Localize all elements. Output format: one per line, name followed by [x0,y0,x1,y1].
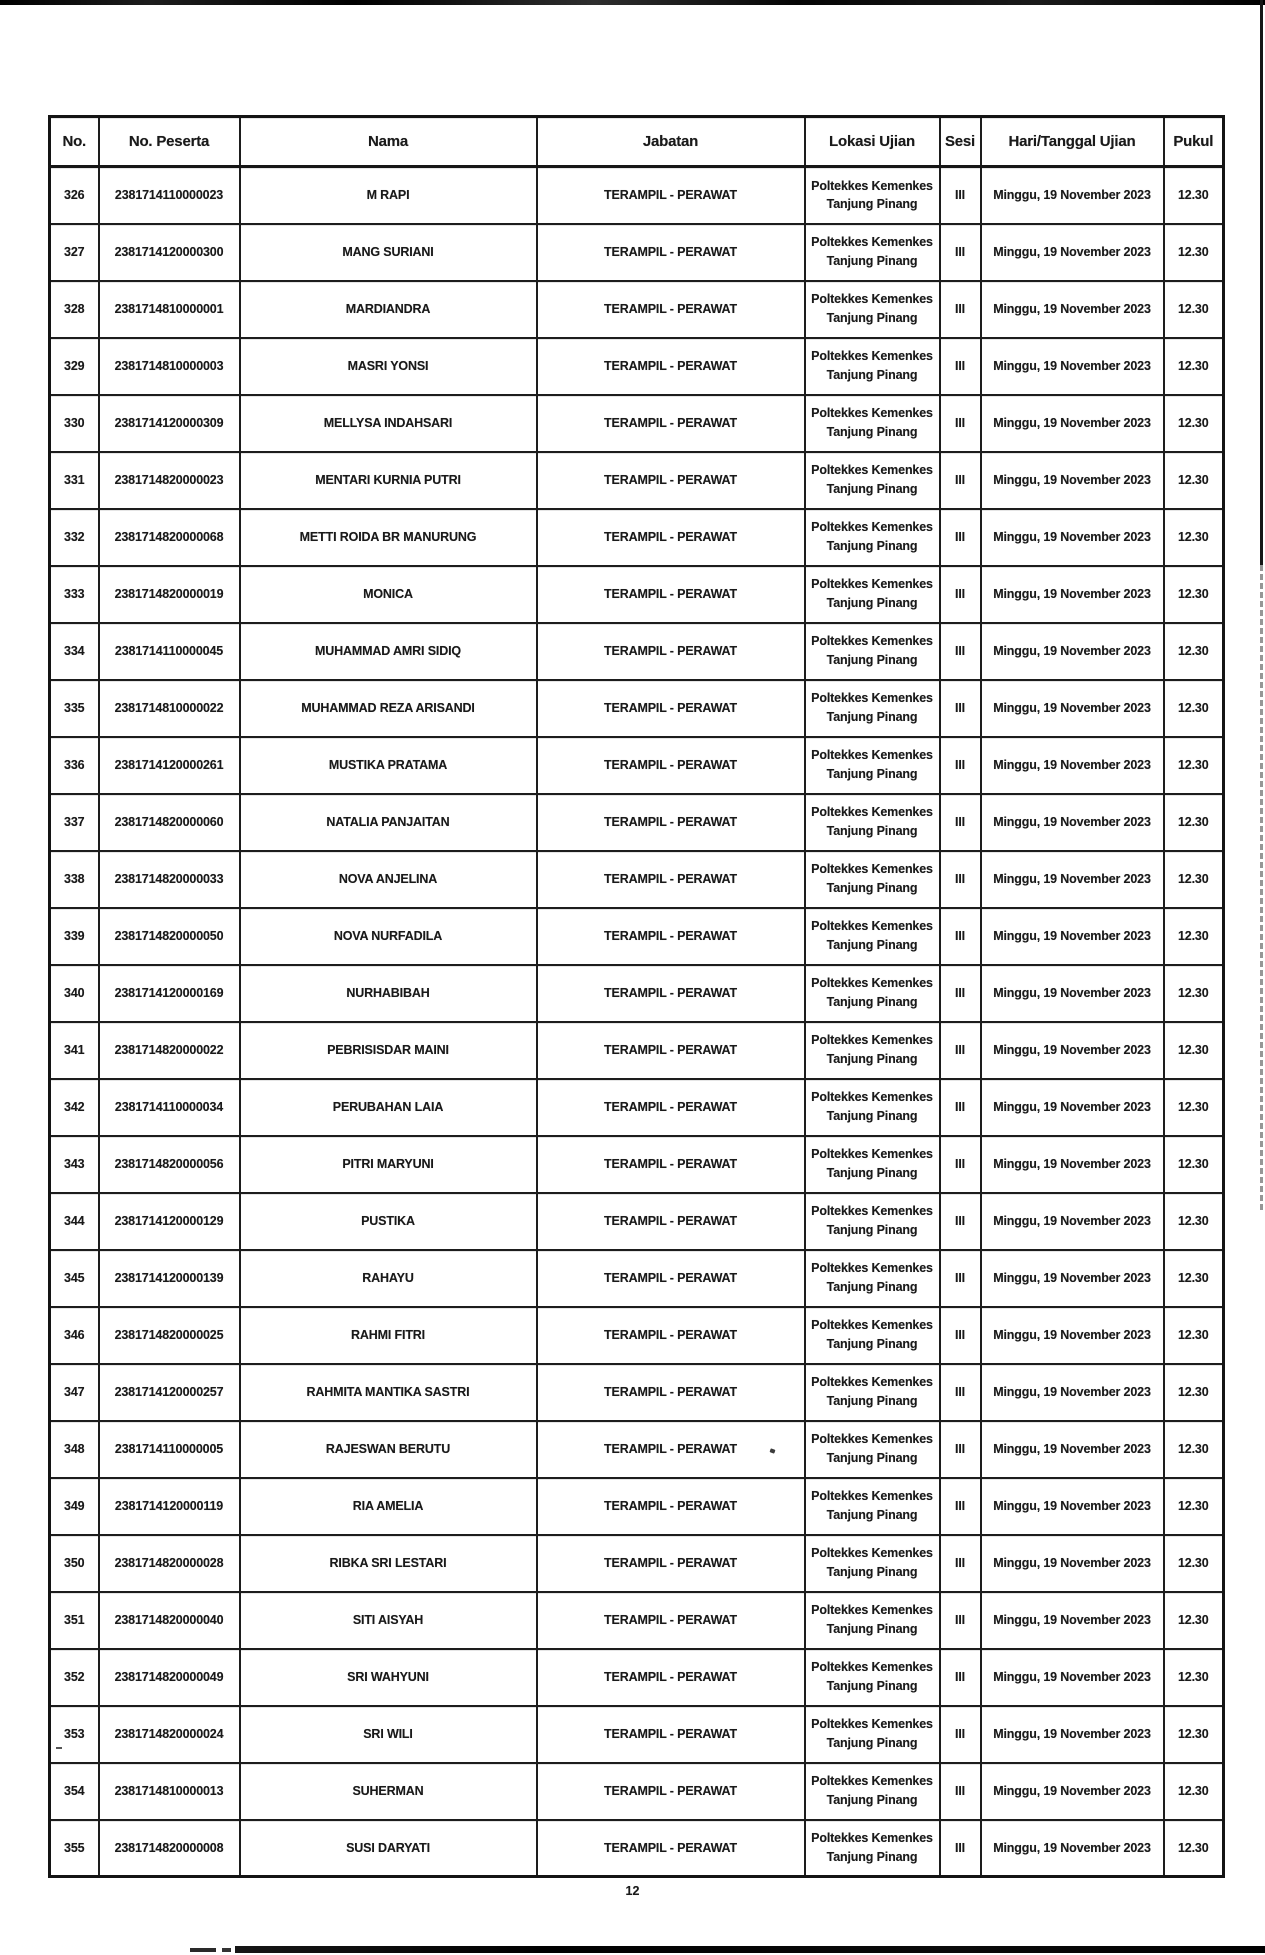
cell-no: 326 [50,167,99,224]
cell-pukul: 12.30 [1164,1022,1224,1079]
scan-artifact-right-edge-dashes [1260,565,1263,1210]
cell-no-peserta: 2381714820000060 [99,794,240,851]
cell-jabatan: TERAMPIL - PERAWAT [537,1079,805,1136]
cell-jabatan: TERAMPIL - PERAWAT [537,281,805,338]
scan-artifact-bottom-dash [222,1948,231,1952]
cell-pukul: 12.30 [1164,1364,1224,1421]
cell-nama: RAHMITA MANTIKA SASTRI [240,1364,537,1421]
cell-jabatan: TERAMPIL - PERAWAT [537,452,805,509]
cell-no-peserta: 2381714110000034 [99,1079,240,1136]
cell-nama: MONICA [240,566,537,623]
cell-lokasi-ujian: Poltekkes Kemenkes Tanjung Pinang [805,224,940,281]
cell-sesi: III [940,566,981,623]
cell-sesi: III [940,452,981,509]
cell-lokasi-ujian: Poltekkes Kemenkes Tanjung Pinang [805,566,940,623]
table-row [50,1250,1224,1307]
cell-hari-tanggal-ujian: Minggu, 19 November 2023 [981,1250,1164,1307]
cell-hari-tanggal-ujian: Minggu, 19 November 2023 [981,224,1164,281]
table-row [50,623,1224,680]
cell-nama: PITRI MARYUNI [240,1136,537,1193]
cell-hari-tanggal-ujian: Minggu, 19 November 2023 [981,1649,1164,1706]
header-pukul: Pukul [1164,117,1224,167]
cell-no-peserta: 2381714120000169 [99,965,240,1022]
cell-jabatan: TERAMPIL - PERAWAT [537,1592,805,1649]
cell-hari-tanggal-ujian: Minggu, 19 November 2023 [981,737,1164,794]
cell-sesi: III [940,623,981,680]
cell-lokasi-ujian: Poltekkes Kemenkes Tanjung Pinang [805,965,940,1022]
cell-sesi: III [940,680,981,737]
cell-lokasi-ujian: Poltekkes Kemenkes Tanjung Pinang [805,1136,940,1193]
cell-sesi: III [940,1478,981,1535]
cell-hari-tanggal-ujian: Minggu, 19 November 2023 [981,1535,1164,1592]
cell-hari-tanggal-ujian: Minggu, 19 November 2023 [981,1478,1164,1535]
cell-hari-tanggal-ujian: Minggu, 19 November 2023 [981,1820,1164,1877]
cell-pukul: 12.30 [1164,509,1224,566]
header-no-peserta: No. Peserta [99,117,240,167]
cell-no: 353 [50,1706,99,1763]
cell-sesi: III [940,1022,981,1079]
cell-lokasi-ujian: Poltekkes Kemenkes Tanjung Pinang [805,1820,940,1877]
table-row [50,851,1224,908]
cell-no: 329 [50,338,99,395]
cell-jabatan: TERAMPIL - PERAWAT [537,1193,805,1250]
cell-jabatan: TERAMPIL - PERAWAT [537,737,805,794]
cell-no: 339 [50,908,99,965]
cell-sesi: III [940,1649,981,1706]
table-row [50,167,1224,224]
cell-nama: MANG SURIANI [240,224,537,281]
cell-lokasi-ujian: Poltekkes Kemenkes Tanjung Pinang [805,452,940,509]
cell-no-peserta: 2381714820000040 [99,1592,240,1649]
cell-no-peserta: 2381714110000023 [99,167,240,224]
cell-lokasi-ujian: Poltekkes Kemenkes Tanjung Pinang [805,1193,940,1250]
cell-jabatan: TERAMPIL - PERAWAT [537,395,805,452]
cell-no-peserta: 2381714820000008 [99,1820,240,1877]
cell-lokasi-ujian: Poltekkes Kemenkes Tanjung Pinang [805,680,940,737]
cell-hari-tanggal-ujian: Minggu, 19 November 2023 [981,509,1164,566]
cell-lokasi-ujian: Poltekkes Kemenkes Tanjung Pinang [805,1649,940,1706]
cell-lokasi-ujian: Poltekkes Kemenkes Tanjung Pinang [805,1763,940,1820]
cell-jabatan: TERAMPIL - PERAWAT [537,509,805,566]
cell-jabatan: TERAMPIL - PERAWAT [537,1763,805,1820]
cell-lokasi-ujian: Poltekkes Kemenkes Tanjung Pinang [805,851,940,908]
cell-pukul: 12.30 [1164,1592,1224,1649]
cell-no: 334 [50,623,99,680]
cell-hari-tanggal-ujian: Minggu, 19 November 2023 [981,1763,1164,1820]
table-row [50,1763,1224,1820]
cell-nama: M RAPI [240,167,537,224]
header-jabatan: Jabatan [537,117,805,167]
cell-nama: NATALIA PANJAITAN [240,794,537,851]
header-sesi: Sesi [940,117,981,167]
cell-nama: SRI WAHYUNI [240,1649,537,1706]
cell-no-peserta: 2381714820000056 [99,1136,240,1193]
cell-jabatan: TERAMPIL - PERAWAT [537,1820,805,1877]
cell-no-peserta: 2381714820000068 [99,509,240,566]
cell-pukul: 12.30 [1164,1136,1224,1193]
cell-no: 341 [50,1022,99,1079]
cell-lokasi-ujian: Poltekkes Kemenkes Tanjung Pinang [805,623,940,680]
cell-sesi: III [940,395,981,452]
cell-no: 346 [50,1307,99,1364]
cell-nama: SUSI DARYATI [240,1820,537,1877]
cell-sesi: III [940,1535,981,1592]
cell-lokasi-ujian: Poltekkes Kemenkes Tanjung Pinang [805,737,940,794]
cell-pukul: 12.30 [1164,1478,1224,1535]
cell-sesi: III [940,1706,981,1763]
cell-pukul: 12.30 [1164,281,1224,338]
cell-jabatan: TERAMPIL - PERAWAT [537,1535,805,1592]
cell-nama: METTI ROIDA BR MANURUNG [240,509,537,566]
cell-no: 343 [50,1136,99,1193]
cell-lokasi-ujian: Poltekkes Kemenkes Tanjung Pinang [805,1364,940,1421]
cell-hari-tanggal-ujian: Minggu, 19 November 2023 [981,1364,1164,1421]
cell-no-peserta: 2381714120000119 [99,1478,240,1535]
cell-hari-tanggal-ujian: Minggu, 19 November 2023 [981,623,1164,680]
cell-nama: MUHAMMAD REZA ARISANDI [240,680,537,737]
cell-lokasi-ujian: Poltekkes Kemenkes Tanjung Pinang [805,794,940,851]
cell-no-peserta: 2381714820000050 [99,908,240,965]
header-lokasi-ujian: Lokasi Ujian [805,117,940,167]
cell-nama: NOVA ANJELINA [240,851,537,908]
cell-lokasi-ujian: Poltekkes Kemenkes Tanjung Pinang [805,1706,940,1763]
header-nama: Nama [240,117,537,167]
table-row [50,1649,1224,1706]
cell-jabatan: TERAMPIL - PERAWAT [537,1421,805,1478]
cell-lokasi-ujian: Poltekkes Kemenkes Tanjung Pinang [805,281,940,338]
cell-sesi: III [940,338,981,395]
cell-no-peserta: 2381714820000033 [99,851,240,908]
cell-jabatan: TERAMPIL - PERAWAT [537,851,805,908]
cell-jabatan: TERAMPIL - PERAWAT [537,794,805,851]
cell-jabatan: TERAMPIL - PERAWAT [537,338,805,395]
cell-hari-tanggal-ujian: Minggu, 19 November 2023 [981,338,1164,395]
cell-lokasi-ujian: Poltekkes Kemenkes Tanjung Pinang [805,908,940,965]
table-header-row [50,117,1224,167]
cell-pukul: 12.30 [1164,1079,1224,1136]
table-row [50,1193,1224,1250]
cell-no: 350 [50,1535,99,1592]
cell-no: 340 [50,965,99,1022]
cell-nama: PUSTIKA [240,1193,537,1250]
header-no: No. [50,117,99,167]
cell-sesi: III [940,1079,981,1136]
cell-sesi: III [940,908,981,965]
table-row [50,1022,1224,1079]
page-number: 12 [625,1884,640,1898]
cell-no-peserta: 2381714810000013 [99,1763,240,1820]
cell-pukul: 12.30 [1164,680,1224,737]
cell-nama: RAHAYU [240,1250,537,1307]
cell-hari-tanggal-ujian: Minggu, 19 November 2023 [981,851,1164,908]
cell-sesi: III [940,794,981,851]
cell-no: 351 [50,1592,99,1649]
table-row [50,452,1224,509]
cell-jabatan: TERAMPIL - PERAWAT [537,908,805,965]
cell-pukul: 12.30 [1164,1820,1224,1877]
cell-no: 337 [50,794,99,851]
cell-no: 336 [50,737,99,794]
cell-no-peserta: 2381714120000139 [99,1250,240,1307]
cell-sesi: III [940,1307,981,1364]
cell-no: 333 [50,566,99,623]
cell-sesi: III [940,224,981,281]
cell-hari-tanggal-ujian: Minggu, 19 November 2023 [981,965,1164,1022]
cell-pukul: 12.30 [1164,1307,1224,1364]
table-row [50,338,1224,395]
cell-lokasi-ujian: Poltekkes Kemenkes Tanjung Pinang [805,1079,940,1136]
cell-no: 352 [50,1649,99,1706]
scan-artifact-bottom-dash [190,1948,216,1952]
cell-no: 338 [50,851,99,908]
exam-schedule-table [48,115,1225,1878]
cell-nama: NURHABIBAH [240,965,537,1022]
table-row [50,1079,1224,1136]
cell-no-peserta: 2381714820000019 [99,566,240,623]
cell-lokasi-ujian: Poltekkes Kemenkes Tanjung Pinang [805,1478,940,1535]
cell-jabatan: TERAMPIL - PERAWAT [537,1364,805,1421]
cell-lokasi-ujian: Poltekkes Kemenkes Tanjung Pinang [805,1592,940,1649]
cell-no-peserta: 2381714120000129 [99,1193,240,1250]
cell-sesi: III [940,1592,981,1649]
cell-no: 345 [50,1250,99,1307]
cell-sesi: III [940,965,981,1022]
cell-sesi: III [940,737,981,794]
cell-nama: SUHERMAN [240,1763,537,1820]
cell-lokasi-ujian: Poltekkes Kemenkes Tanjung Pinang [805,1022,940,1079]
table-row [50,1307,1224,1364]
cell-lokasi-ujian: Poltekkes Kemenkes Tanjung Pinang [805,167,940,224]
cell-no-peserta: 2381714820000022 [99,1022,240,1079]
table-row [50,224,1224,281]
cell-sesi: III [940,1136,981,1193]
cell-no: 342 [50,1079,99,1136]
cell-nama: RIBKA SRI LESTARI [240,1535,537,1592]
cell-no-peserta: 2381714810000001 [99,281,240,338]
cell-hari-tanggal-ujian: Minggu, 19 November 2023 [981,1706,1164,1763]
cell-pukul: 12.30 [1164,794,1224,851]
cell-no: 347 [50,1364,99,1421]
cell-hari-tanggal-ujian: Minggu, 19 November 2023 [981,1079,1164,1136]
cell-no-peserta: 2381714820000023 [99,452,240,509]
cell-no: 348 [50,1421,99,1478]
table-row [50,1592,1224,1649]
cell-hari-tanggal-ujian: Minggu, 19 November 2023 [981,1592,1164,1649]
cell-no-peserta: 2381714110000045 [99,623,240,680]
cell-no-peserta: 2381714820000025 [99,1307,240,1364]
cell-sesi: III [940,167,981,224]
cell-jabatan: TERAMPIL - PERAWAT [537,167,805,224]
cell-jabatan: TERAMPIL - PERAWAT [537,224,805,281]
cell-sesi: III [940,509,981,566]
cell-no: 354 [50,1763,99,1820]
cell-hari-tanggal-ujian: Minggu, 19 November 2023 [981,566,1164,623]
table-row [50,1421,1224,1478]
cell-jabatan: TERAMPIL - PERAWAT [537,1136,805,1193]
cell-no-peserta: 2381714110000005 [99,1421,240,1478]
cell-pukul: 12.30 [1164,908,1224,965]
scan-artifact-stray-dash [56,1747,62,1749]
table-row [50,281,1224,338]
table-row [50,737,1224,794]
cell-sesi: III [940,1193,981,1250]
cell-jabatan: TERAMPIL - PERAWAT [537,566,805,623]
cell-nama: RAHMI FITRI [240,1307,537,1364]
cell-nama: PERUBAHAN LAIA [240,1079,537,1136]
cell-no: 335 [50,680,99,737]
table-row [50,794,1224,851]
cell-nama: MUHAMMAD AMRI SIDIQ [240,623,537,680]
scan-artifact-right-edge-line [1260,0,1263,565]
table-row [50,908,1224,965]
cell-lokasi-ujian: Poltekkes Kemenkes Tanjung Pinang [805,338,940,395]
cell-no: 344 [50,1193,99,1250]
cell-lokasi-ujian: Poltekkes Kemenkes Tanjung Pinang [805,1535,940,1592]
cell-no-peserta: 2381714120000257 [99,1364,240,1421]
cell-no-peserta: 2381714820000049 [99,1649,240,1706]
cell-no-peserta: 2381714820000028 [99,1535,240,1592]
cell-pukul: 12.30 [1164,338,1224,395]
cell-sesi: III [940,851,981,908]
table-row [50,1535,1224,1592]
cell-pukul: 12.30 [1164,167,1224,224]
cell-jabatan: TERAMPIL - PERAWAT [537,965,805,1022]
cell-jabatan: TERAMPIL - PERAWAT [537,1478,805,1535]
cell-hari-tanggal-ujian: Minggu, 19 November 2023 [981,680,1164,737]
scan-artifact-bottom-line [235,1946,1265,1953]
cell-nama: RAJESWAN BERUTU [240,1421,537,1478]
cell-pukul: 12.30 [1164,566,1224,623]
cell-no-peserta: 2381714810000022 [99,680,240,737]
table-row [50,680,1224,737]
cell-jabatan: TERAMPIL - PERAWAT [537,1307,805,1364]
cell-sesi: III [940,1820,981,1877]
cell-nama: SRI WILI [240,1706,537,1763]
table-row [50,965,1224,1022]
cell-no: 330 [50,395,99,452]
cell-pukul: 12.30 [1164,1763,1224,1820]
cell-sesi: III [940,281,981,338]
cell-hari-tanggal-ujian: Minggu, 19 November 2023 [981,281,1164,338]
cell-lokasi-ujian: Poltekkes Kemenkes Tanjung Pinang [805,395,940,452]
cell-jabatan: TERAMPIL - PERAWAT [537,1250,805,1307]
cell-pukul: 12.30 [1164,1421,1224,1478]
cell-no-peserta: 2381714810000003 [99,338,240,395]
cell-jabatan: TERAMPIL - PERAWAT [537,1022,805,1079]
cell-nama: MENTARI KURNIA PUTRI [240,452,537,509]
cell-lokasi-ujian: Poltekkes Kemenkes Tanjung Pinang [805,509,940,566]
table-body [50,167,1224,1877]
cell-sesi: III [940,1763,981,1820]
table-row [50,1136,1224,1193]
header-hari-tanggal-ujian: Hari/Tanggal Ujian [981,117,1164,167]
cell-hari-tanggal-ujian: Minggu, 19 November 2023 [981,452,1164,509]
cell-nama: MARDIANDRA [240,281,537,338]
cell-jabatan: TERAMPIL - PERAWAT [537,1706,805,1763]
cell-pukul: 12.30 [1164,1250,1224,1307]
cell-pukul: 12.30 [1164,452,1224,509]
cell-hari-tanggal-ujian: Minggu, 19 November 2023 [981,1421,1164,1478]
cell-no: 328 [50,281,99,338]
scan-artifact-top-line [0,0,1265,5]
cell-pukul: 12.30 [1164,851,1224,908]
table-row [50,395,1224,452]
cell-sesi: III [940,1250,981,1307]
cell-no: 349 [50,1478,99,1535]
cell-no: 327 [50,224,99,281]
table-row [50,1820,1224,1877]
table-row [50,1364,1224,1421]
cell-jabatan: TERAMPIL - PERAWAT [537,623,805,680]
cell-pukul: 12.30 [1164,1706,1224,1763]
cell-hari-tanggal-ujian: Minggu, 19 November 2023 [981,1193,1164,1250]
cell-hari-tanggal-ujian: Minggu, 19 November 2023 [981,1022,1164,1079]
table-row [50,1706,1224,1763]
cell-no: 332 [50,509,99,566]
cell-hari-tanggal-ujian: Minggu, 19 November 2023 [981,908,1164,965]
cell-lokasi-ujian: Poltekkes Kemenkes Tanjung Pinang [805,1250,940,1307]
cell-hari-tanggal-ujian: Minggu, 19 November 2023 [981,395,1164,452]
cell-nama: MASRI YONSI [240,338,537,395]
cell-pukul: 12.30 [1164,1649,1224,1706]
cell-nama: NOVA NURFADILA [240,908,537,965]
cell-no-peserta: 2381714120000261 [99,737,240,794]
cell-pukul: 12.30 [1164,1193,1224,1250]
cell-pukul: 12.30 [1164,965,1224,1022]
cell-no-peserta: 2381714820000024 [99,1706,240,1763]
cell-pukul: 12.30 [1164,224,1224,281]
cell-no: 355 [50,1820,99,1877]
cell-nama: MUSTIKA PRATAMA [240,737,537,794]
cell-nama: MELLYSA INDAHSARI [240,395,537,452]
cell-sesi: III [940,1421,981,1478]
cell-hari-tanggal-ujian: Minggu, 19 November 2023 [981,1136,1164,1193]
cell-hari-tanggal-ujian: Minggu, 19 November 2023 [981,167,1164,224]
table-row [50,509,1224,566]
cell-no: 331 [50,452,99,509]
cell-hari-tanggal-ujian: Minggu, 19 November 2023 [981,1307,1164,1364]
cell-pukul: 12.30 [1164,395,1224,452]
cell-no-peserta: 2381714120000309 [99,395,240,452]
cell-pukul: 12.30 [1164,623,1224,680]
cell-lokasi-ujian: Poltekkes Kemenkes Tanjung Pinang [805,1307,940,1364]
cell-sesi: III [940,1364,981,1421]
cell-jabatan: TERAMPIL - PERAWAT [537,680,805,737]
cell-jabatan: TERAMPIL - PERAWAT [537,1649,805,1706]
table-row [50,1478,1224,1535]
cell-nama: RIA AMELIA [240,1478,537,1535]
cell-nama: PEBRISISDAR MAINI [240,1022,537,1079]
cell-hari-tanggal-ujian: Minggu, 19 November 2023 [981,794,1164,851]
cell-nama: SITI AISYAH [240,1592,537,1649]
cell-pukul: 12.30 [1164,737,1224,794]
cell-no-peserta: 2381714120000300 [99,224,240,281]
cell-lokasi-ujian: Poltekkes Kemenkes Tanjung Pinang [805,1421,940,1478]
cell-pukul: 12.30 [1164,1535,1224,1592]
table-row [50,566,1224,623]
